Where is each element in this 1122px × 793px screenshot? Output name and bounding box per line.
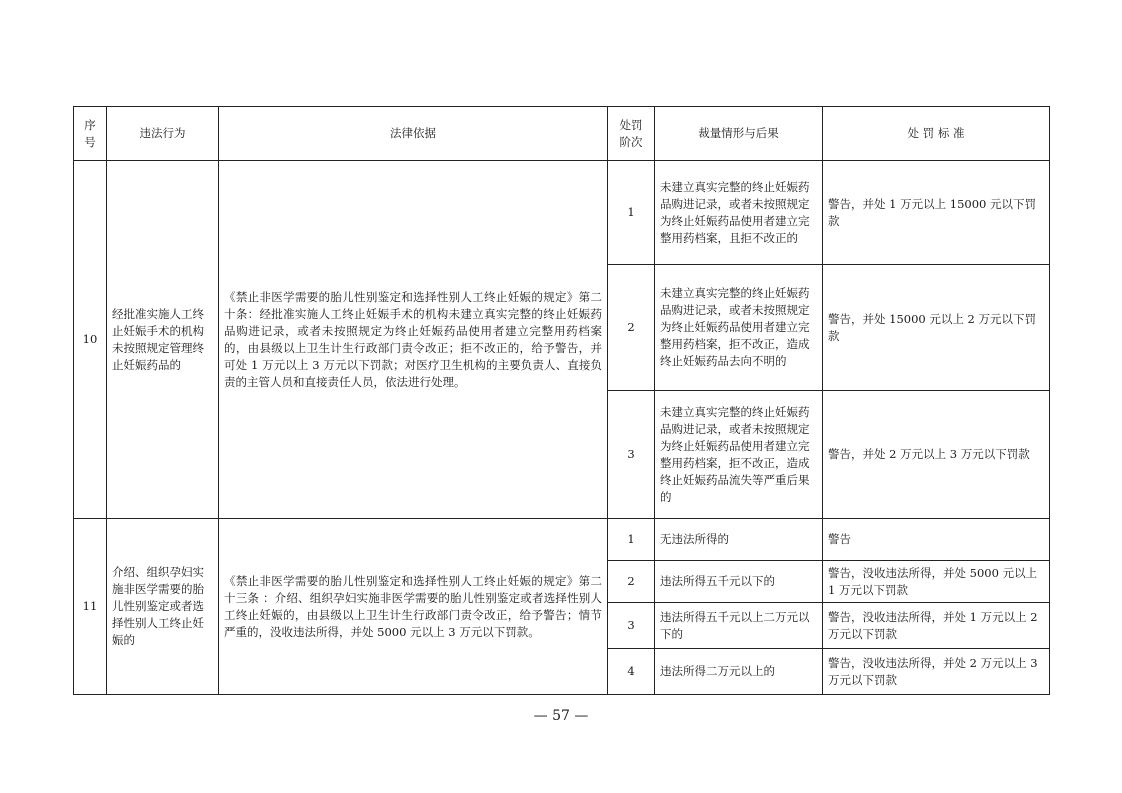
violation-behavior: 经批准实施人工终止妊娠手术的机构未按照规定管理终止妊娠药品的 [107, 161, 219, 519]
situation-cell: 违法所得五千元以下的 [655, 561, 823, 603]
standard-cell: 警告，并处 2 万元以上 3 万元以下罚款 [823, 391, 1050, 519]
header-standard: 处 罚 标 准 [823, 107, 1050, 161]
situation-cell: 违法所得二万元以上的 [655, 649, 823, 695]
penalty-level: 3 [608, 391, 655, 519]
row-number: 11 [74, 519, 107, 695]
standard-cell: 警告，没收违法所得，并处 1 万元以上 2 万元以下罚款 [823, 603, 1050, 649]
header-seq: 序 号 [74, 107, 107, 161]
standard-cell: 警告，并处 1 万元以上 15000 元以下罚款 [823, 161, 1050, 265]
penalty-level: 2 [608, 265, 655, 391]
row-number: 10 [74, 161, 107, 519]
situation-cell: 无违法所得的 [655, 519, 823, 561]
standard-cell: 警告，没收违法所得，并处 2 万元以上 3 万元以下罚款 [823, 649, 1050, 695]
header-situation: 裁量情形与后果 [655, 107, 823, 161]
penalty-level: 2 [608, 561, 655, 603]
situation-cell: 违法所得五千元以上二万元以下的 [655, 603, 823, 649]
legal-basis: 《禁止非医学需要的胎儿性别鉴定和选择性别人工终止妊娠的规定》第二十条：经批准实施人工终止妊娠手术的机构未建立真实完整的终止妊娠药品购进记录，或者未按照规定为终止妊娠药品使用者建立完整用药档案的，由县级以上卫生计生行政部门责令改正；拒不改正的，给予警告，并可处 1 万元以上 3 万元以下罚款；对医疗卫生机构的主要负责人、直接负责的主管人员和直接责任人员，依法进行处理。 [219, 161, 608, 519]
penalty-level: 1 [608, 161, 655, 265]
standard-cell: 警告，没收违法所得，并处 5000 元以上 1 万元以下罚款 [823, 561, 1050, 603]
legal-basis: 《禁止非医学需要的胎儿性别鉴定和选择性别人工终止妊娠的规定》第二十三条 ：介绍、组织孕妇实施非医学需要的胎儿性别鉴定或者选择性别人工终止妊娠的，由县级以上卫生计生行政部门责令改正，给予警告；情节严重的，没收违法所得，并处 5000 元以上 3 万元以下罚款。 [219, 519, 608, 695]
situation-cell: 未建立真实完整的终止妊娠药品购进记录，或者未按照规定为终止妊娠药品使用者建立完整用药档案，且拒不改正的 [655, 161, 823, 265]
header-behavior: 违法行为 [107, 107, 219, 161]
standard-cell: 警告，并处 15000 元以上 2 万元以下罚款 [823, 265, 1050, 391]
header-times: 处罚 阶次 [608, 107, 655, 161]
situation-cell: 未建立真实完整的终止妊娠药品购进记录，或者未按照规定为终止妊娠药品使用者建立完整用药档案，拒不改正，造成终止妊娠药品流失等严重后果的 [655, 391, 823, 519]
page-number: — 57 — [533, 708, 589, 724]
penalty-level: 3 [608, 603, 655, 649]
penalty-table [73, 106, 1050, 695]
penalty-level: 4 [608, 649, 655, 695]
violation-behavior: 介绍、组织孕妇实施非医学需要的胎儿性别鉴定或者选择性别人工终止妊娠的 [107, 519, 219, 695]
penalty-level: 1 [608, 519, 655, 561]
table-row [74, 161, 1050, 265]
situation-cell: 未建立真实完整的终止妊娠药品购进记录，或者未按照规定为终止妊娠药品使用者建立完整用药档案，拒不改正，造成终止妊娠药品去向不明的 [655, 265, 823, 391]
table-row [74, 519, 1050, 561]
standard-cell: 警告 [823, 519, 1050, 561]
table-header-row [74, 107, 1050, 161]
header-basis: 法律依据 [219, 107, 608, 161]
